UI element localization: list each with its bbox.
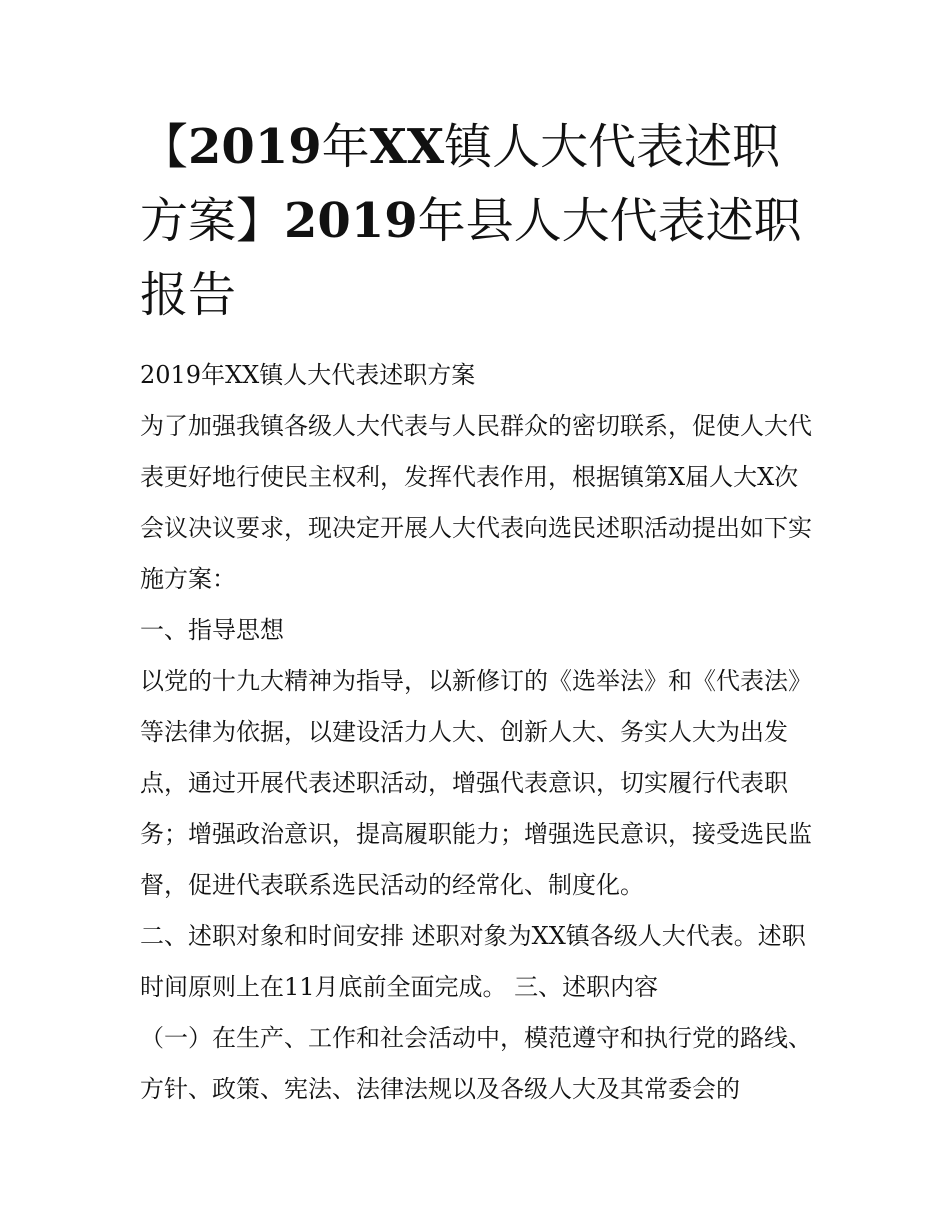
guiding-thought-paragraph: 以党的十九大精神为指导，以新修订的《选举法》和《代表法》等法律为依据，以建设活力人大、创新人大、务实人大为出发点，通过开展代表述职活动，增强代表意识，切实履行代表职务；增强政治意识，提高履职能力；增强选民意识，接受选民监督，促进代表联系选民活动的经常化、制度化。 <box>140 667 812 899</box>
title-part: 2019 <box>284 193 418 249</box>
title-part: 2019 <box>188 119 322 175</box>
intro-paragraph: 为了加强我镇各级人大代表与人民群众的密切联系，促使人大代表更好地行使民主权利，发挥代表作用，根据镇第X届人大X次会议决议要求，现决定开展人大代表向选民述职活动提出如下实施方案： <box>140 412 812 593</box>
title-part: 年 <box>321 119 370 175</box>
title-part: XX <box>369 119 445 175</box>
title-part: 【 <box>140 119 189 175</box>
schedule-paragraph: 二、述职对象和时间安排 述职对象为XX镇各级人大代表。述职时间原则上在11月底前全面完成。 三、述职内容 <box>140 922 806 1001</box>
subtitle-paragraph: 2019年XX镇人大代表述职方案 <box>140 361 476 389</box>
document-title <box>140 110 820 332</box>
section-heading-guiding-thought: 一、指导思想 <box>140 616 284 644</box>
document-page <box>140 110 820 1115</box>
content-paragraph: （一）在生产、工作和社会活动中，模范遵守和执行党的路线、方针、政策、宪法、法律法规以及各级人大及其常委会的 <box>140 1024 812 1103</box>
title-part: 镇人大代表述职方案】 <box>140 119 781 249</box>
title-part: 年县人大代表述职报告 <box>140 193 802 323</box>
document-body <box>140 350 820 1115</box>
